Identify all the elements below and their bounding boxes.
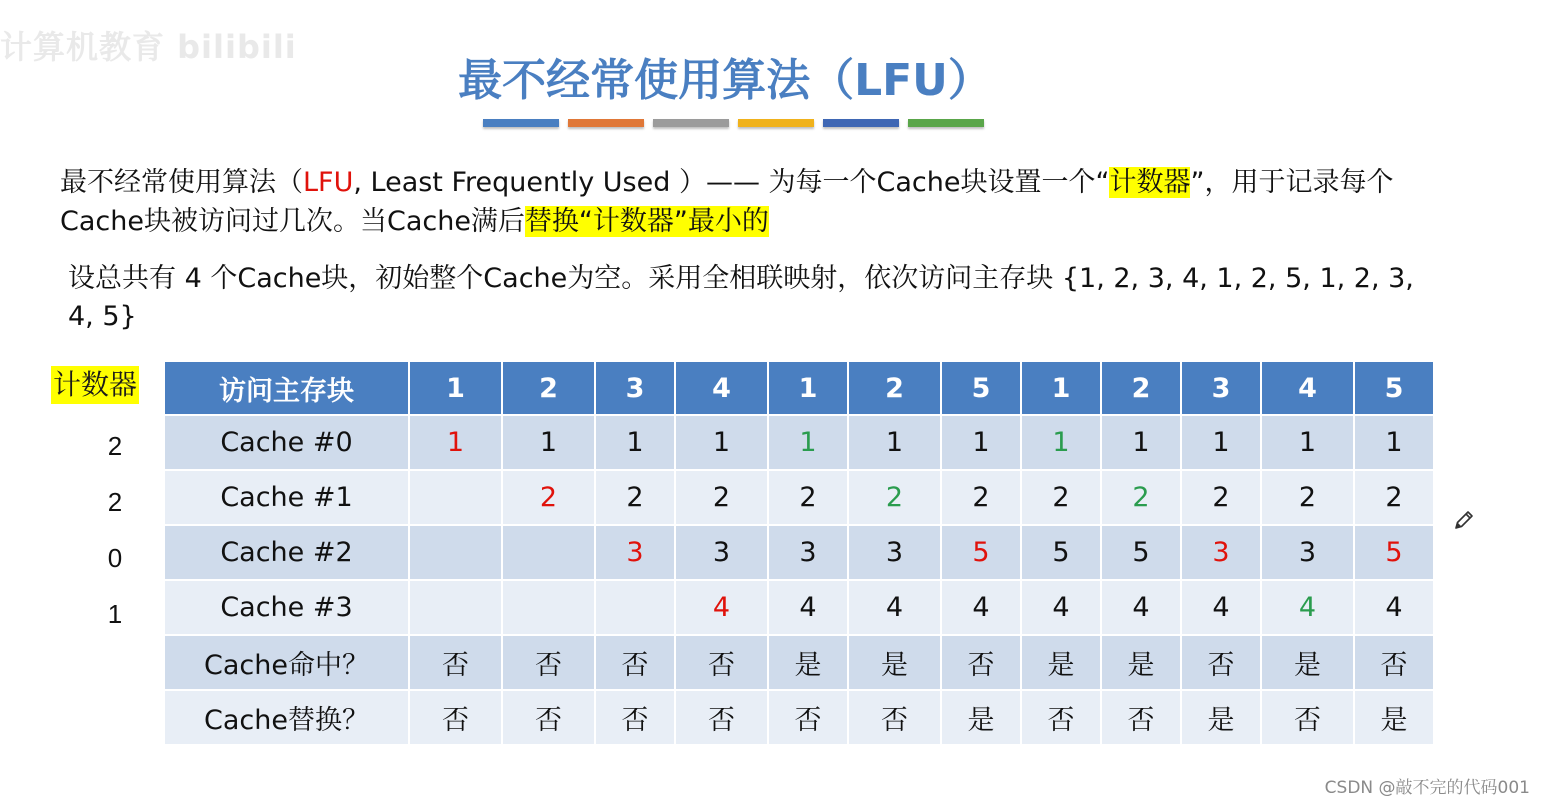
table-cell: 1 (1021, 415, 1101, 470)
intro-paragraph (60, 163, 1460, 241)
table-cell: 否 (1354, 635, 1434, 690)
color-bar-segment (738, 119, 814, 127)
row-label: Cache命中？ (164, 635, 409, 690)
intro-text-2: , Least Frequently Used ）—— 为每一个Cache块设置一个“ (353, 167, 1110, 198)
table-row (164, 525, 1434, 580)
table-cell: 否 (409, 690, 502, 745)
row-label: Cache替换？ (164, 690, 409, 745)
credit-text: CSDN @敲不完的代码001 (1324, 778, 1530, 798)
table-cell: 2 (1354, 470, 1434, 525)
access-header-cell: 5 (941, 361, 1021, 415)
table-cell: 1 (848, 415, 941, 470)
setup-paragraph: 设总共有 4 个Cache块，初始整个Cache为空。采用全相联映射，依次访问主存块 {1, 2, 3, 4, 1, 2, 5, 1, 2, 3, 4, 5} (68, 263, 1414, 332)
table-cell: 1 (1181, 415, 1261, 470)
table-cell: 1 (941, 415, 1021, 470)
lfu-table (163, 360, 1435, 746)
table-cell: 否 (595, 690, 675, 745)
table-cell: 4 (675, 580, 768, 635)
table-cell: 3 (1181, 525, 1261, 580)
row-label: Cache #0 (164, 415, 409, 470)
table-cell: 1 (768, 415, 848, 470)
table-cell: 2 (848, 470, 941, 525)
access-header-cell: 5 (1354, 361, 1434, 415)
table-cell (409, 525, 502, 580)
table-cell: 1 (595, 415, 675, 470)
table-cell: 否 (502, 635, 595, 690)
color-bar-segment (653, 119, 729, 127)
table-cell: 4 (1261, 580, 1354, 635)
table-cell: 4 (768, 580, 848, 635)
table-cell: 5 (1354, 525, 1434, 580)
table-cell: 是 (1181, 690, 1261, 745)
intro-lfu-term: LFU (303, 167, 354, 198)
table-row (164, 470, 1434, 525)
row-label: Cache #2 (164, 525, 409, 580)
color-bar-segment (823, 119, 899, 127)
table-cell: 4 (1021, 580, 1101, 635)
access-header-cell: 2 (1101, 361, 1181, 415)
table-cell: 否 (1101, 690, 1181, 745)
access-header-cell: 2 (502, 361, 595, 415)
counter-cache-0: 2 (107, 431, 123, 461)
table-cell: 2 (675, 470, 768, 525)
table-cell: 5 (1021, 525, 1101, 580)
access-header-cell: 1 (768, 361, 848, 415)
counter-cache-3: 1 (107, 599, 123, 629)
table-cell: 否 (675, 690, 768, 745)
access-header-cell: 1 (1021, 361, 1101, 415)
table-cell: 1 (1261, 415, 1354, 470)
table-cell: 否 (675, 635, 768, 690)
page-title: 最不经常使用算法（LFU） (458, 55, 992, 106)
table-cell (595, 580, 675, 635)
title-color-bar (483, 119, 984, 128)
table-cell: 是 (1021, 635, 1101, 690)
table-cell: 1 (675, 415, 768, 470)
table-cell: 是 (1101, 635, 1181, 690)
access-header-cell: 4 (675, 361, 768, 415)
table-cell: 2 (941, 470, 1021, 525)
table-row (164, 635, 1434, 690)
table-cell: 是 (1354, 690, 1434, 745)
access-header-cell: 3 (595, 361, 675, 415)
table-cell (502, 580, 595, 635)
table-cell: 2 (1181, 470, 1261, 525)
table-cell (409, 470, 502, 525)
table-cell (409, 580, 502, 635)
table-cell: 是 (941, 690, 1021, 745)
table-cell: 2 (1101, 470, 1181, 525)
table-body (164, 415, 1434, 745)
table-row (164, 690, 1434, 745)
table-cell: 2 (768, 470, 848, 525)
table-cell: 是 (1261, 635, 1354, 690)
table-cell: 3 (595, 525, 675, 580)
color-bar-segment (483, 119, 559, 127)
table-cell: 否 (768, 690, 848, 745)
counter-cache-2: 0 (107, 543, 123, 573)
counter-cache-1: 2 (107, 487, 123, 517)
table-cell (502, 525, 595, 580)
table-cell: 是 (768, 635, 848, 690)
table-cell: 3 (848, 525, 941, 580)
header-label: 访问主存块 (164, 361, 409, 415)
table-cell: 否 (1021, 690, 1101, 745)
table-cell: 否 (848, 690, 941, 745)
table-cell: 否 (409, 635, 502, 690)
table-header-row (164, 361, 1434, 415)
access-header-cell: 1 (409, 361, 502, 415)
table-row (164, 415, 1434, 470)
table-cell: 2 (1021, 470, 1101, 525)
table-cell: 否 (595, 635, 675, 690)
counter-label: 计数器 (51, 366, 139, 404)
table-cell: 2 (502, 470, 595, 525)
table-cell: 是 (848, 635, 941, 690)
table-row (164, 580, 1434, 635)
table-cell: 1 (1354, 415, 1434, 470)
access-header-cell: 4 (1261, 361, 1354, 415)
table-cell: 3 (675, 525, 768, 580)
intro-highlight-replace: 替换“计数器”最小的 (524, 206, 769, 237)
table-cell: 4 (1181, 580, 1261, 635)
table-cell: 3 (768, 525, 848, 580)
table-cell: 2 (1261, 470, 1354, 525)
intro-highlight-counter: 计数器 (1109, 167, 1191, 198)
table-cell: 4 (1354, 580, 1434, 635)
access-header-cell: 3 (1181, 361, 1261, 415)
table-cell: 否 (1181, 635, 1261, 690)
row-label: Cache #1 (164, 470, 409, 525)
table-cell: 1 (502, 415, 595, 470)
watermark: 计算机教育 bilibili (0, 28, 297, 66)
color-bar-segment (568, 119, 644, 127)
table-cell: 否 (941, 635, 1021, 690)
table-cell: 4 (848, 580, 941, 635)
pencil-icon[interactable] (1452, 508, 1476, 532)
intro-text-3: ”，用于记录每个Cache块被访问过几次。当Cache满后 (60, 167, 1394, 237)
table-cell: 5 (1101, 525, 1181, 580)
table-cell: 1 (409, 415, 502, 470)
row-label: Cache #3 (164, 580, 409, 635)
table-cell: 4 (1101, 580, 1181, 635)
color-bar-segment (908, 119, 984, 127)
table-cell: 2 (595, 470, 675, 525)
table-cell: 5 (941, 525, 1021, 580)
table-cell: 3 (1261, 525, 1354, 580)
table-cell: 4 (941, 580, 1021, 635)
table-cell: 否 (502, 690, 595, 745)
table-cell: 1 (1101, 415, 1181, 470)
access-header-cell: 2 (848, 361, 941, 415)
table-cell: 否 (1261, 690, 1354, 745)
intro-text-1: 最不经常使用算法（ (60, 167, 303, 198)
